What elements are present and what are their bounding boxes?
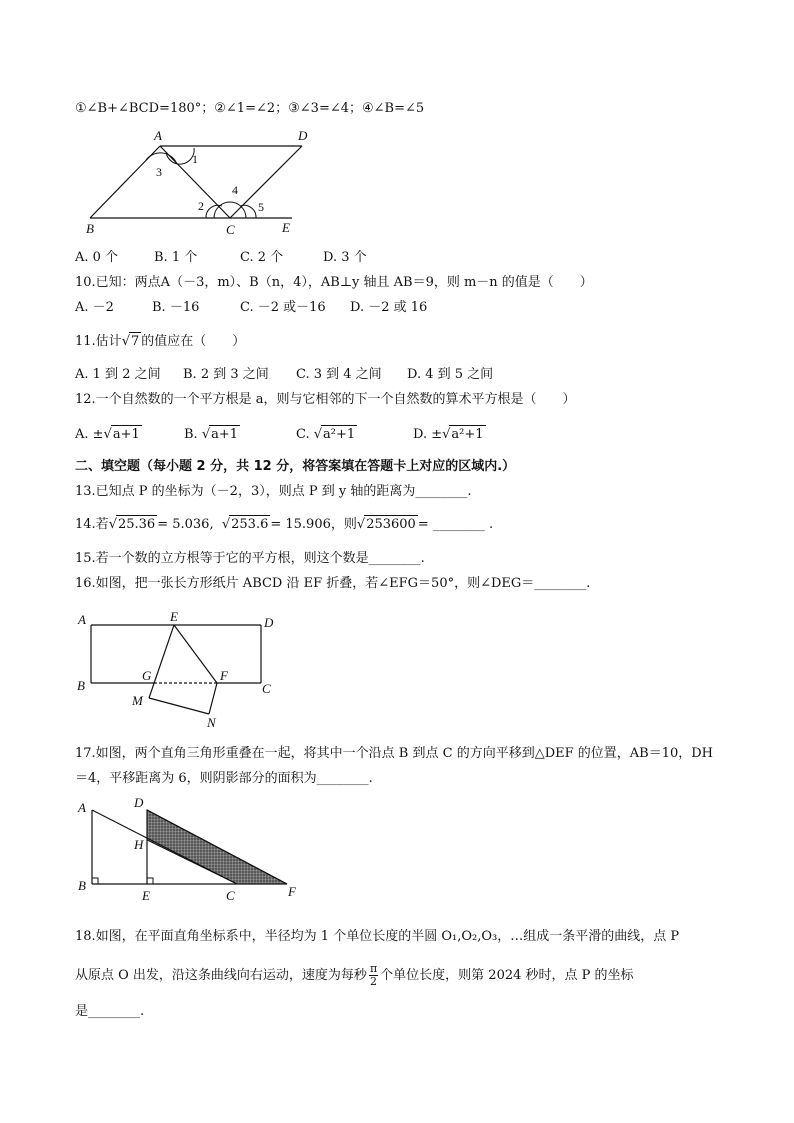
q9-label: 2 bbox=[198, 199, 204, 213]
q12-stem: 12.一个自然数的一个平方根是 a，则与它相邻的下一个自然数的算术平方根是（ ） bbox=[75, 392, 576, 407]
q9-label: D bbox=[298, 128, 308, 143]
q17-label: C bbox=[226, 888, 235, 903]
q12-option-c: C. √a²+1 bbox=[296, 427, 356, 442]
q9-option-d: D. 3 个 bbox=[323, 250, 367, 265]
q17-label: E bbox=[142, 888, 150, 903]
q10-option-c: C. －2 或－16 bbox=[240, 300, 326, 315]
q15-stem: 15.若一个数的立方根等于它的平方根，则这个数是________. bbox=[75, 551, 425, 566]
q9-label: B bbox=[86, 221, 94, 236]
q10-option-d: D. －2 或 16 bbox=[350, 300, 428, 315]
q10-option-b: B. －16 bbox=[152, 300, 200, 315]
q18-stem-line3: 是________. bbox=[75, 1004, 145, 1019]
q11-option-d: D. 4 到 5 之间 bbox=[407, 367, 494, 382]
q18-stem-line2: 从原点 O 出发，沿这条曲线向右运动，速度为每秒 $\frac{\pi}{2}$ 个单位长度，则第 2024 秒时，点 P 的坐标 bbox=[75, 962, 634, 988]
q16-label: G bbox=[142, 668, 152, 683]
q9-label: A bbox=[154, 128, 162, 143]
q16-stem: 16.如图，把一张长方形纸片 ABCD 沿 EF 折叠，若∠EFG＝50°，则∠DEG＝________. bbox=[75, 576, 591, 591]
q18-fraction: $\frac{\pi}{2}$ bbox=[369, 962, 378, 988]
q17-stem-line2: ＝4，平移距离为 6，则阴影部分的面积为________. bbox=[75, 771, 373, 786]
q17-label: B bbox=[78, 878, 86, 893]
q9-label: 1 bbox=[192, 152, 198, 166]
q14-stem: 14.若√25.36 = 5.036, √253.6 = 15.906，则√253600 = ________ . bbox=[75, 517, 494, 532]
q16-label: M bbox=[132, 693, 143, 708]
q9-conditions: ①∠B+∠BCD=180°；②∠1=∠2；③∠3=∠4；④∠B=∠5 bbox=[75, 101, 425, 116]
q12-option-d: D. ±√a²+1 bbox=[413, 427, 484, 442]
q16-label: N bbox=[207, 715, 216, 730]
q17-label: A bbox=[78, 800, 86, 815]
section-2-heading: 二、填空题（每小题 2 分，共 12 分，将答案填在答题卡上对应的区域内.） bbox=[75, 459, 516, 474]
q9-option-a: A. 0 个 bbox=[75, 250, 119, 265]
q17-label: F bbox=[288, 884, 296, 899]
q16-label: B bbox=[77, 678, 85, 693]
q16-label: E bbox=[170, 609, 178, 624]
q9-label: E bbox=[282, 220, 290, 235]
q17-figure bbox=[74, 796, 314, 906]
q12-option-a: A. ±√a+1 bbox=[75, 427, 140, 442]
q16-label: D bbox=[264, 615, 274, 630]
q13-stem: 13.已知点 P 的坐标为（－2，3），则点 P 到 y 轴的距离为________. bbox=[75, 484, 472, 499]
q17-label: D bbox=[134, 796, 144, 810]
q17-label: H bbox=[134, 837, 144, 852]
q16-label: A bbox=[78, 612, 86, 627]
q11-option-a: A. 1 到 2 之间 bbox=[75, 367, 161, 382]
q16-figure bbox=[74, 608, 294, 733]
q11-stem: 11.估计√7 的值应在（ ） bbox=[75, 334, 246, 349]
q12-option-b: B. √a+1 bbox=[184, 427, 239, 442]
q11-option-c: C. 3 到 4 之间 bbox=[296, 367, 382, 382]
q16-label: C bbox=[262, 681, 271, 696]
q9-label: 4 bbox=[232, 183, 238, 197]
q9-figure bbox=[80, 126, 320, 236]
q10-option-a: A. －2 bbox=[75, 300, 114, 315]
q16-label: F bbox=[220, 668, 228, 683]
q9-label: 3 bbox=[156, 165, 162, 179]
q9-option-c: C. 2 个 bbox=[240, 250, 284, 265]
q11-option-b: B. 2 到 3 之间 bbox=[183, 367, 269, 382]
q9-label: C bbox=[226, 222, 235, 236]
q9-option-b: B. 1 个 bbox=[154, 250, 198, 265]
q17-stem-line1: 17.如图，两个直角三角形重叠在一起，将其中一个沿点 B 到点 C 的方向平移到△DEF 的位置，AB＝10，DH bbox=[75, 746, 714, 761]
q9-label: 5 bbox=[258, 200, 264, 214]
q18-stem-line1: 18.如图，在平面直角坐标系中，半径均为 1 个单位长度的半圆 O₁,O₂,O₃，…组成一条平滑的曲线，点 P bbox=[75, 929, 680, 944]
q10-stem: 10.已知：两点A（－3，m）、B（n，4），AB⊥y 轴且 AB＝9，则 m－n 的值是（ ） bbox=[75, 275, 593, 290]
